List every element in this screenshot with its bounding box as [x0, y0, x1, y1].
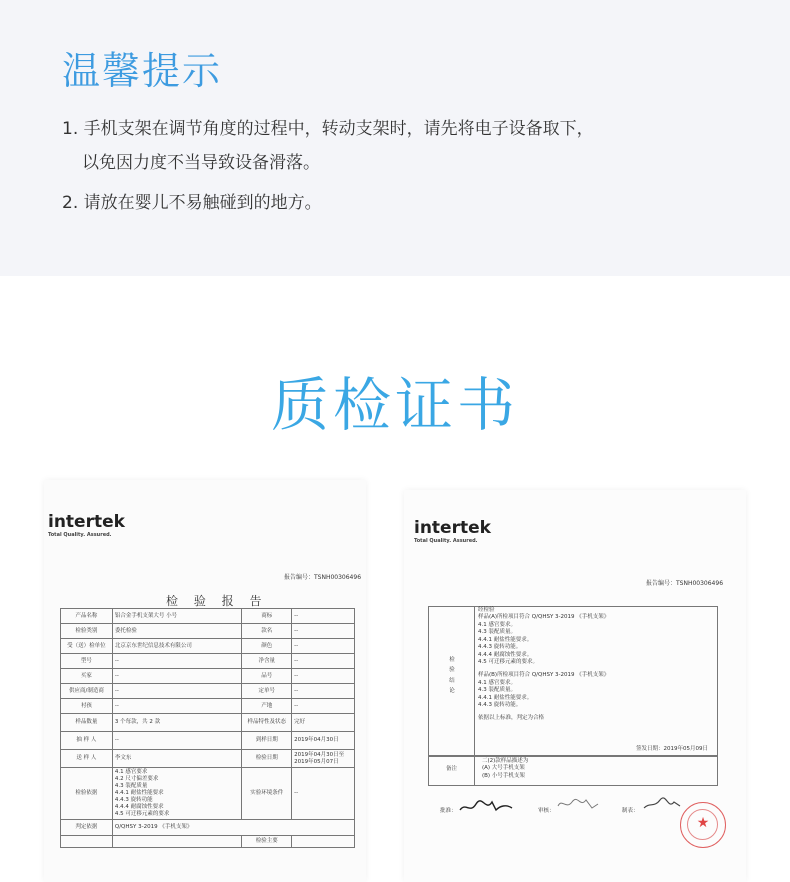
table-row: [61, 684, 355, 699]
field-label: 买家: [61, 669, 113, 684]
last-label: 检验主要: [242, 836, 292, 848]
field-label: 定单号: [242, 684, 292, 699]
field-value: --: [292, 609, 355, 624]
field-value: --: [112, 732, 242, 750]
report-table: [60, 608, 355, 848]
field-value: 委托检验: [112, 624, 242, 639]
table-row: [61, 609, 355, 624]
field-value: 2019年04月30日至 2019年05月07日: [292, 750, 355, 768]
table-row: [61, 624, 355, 639]
tips-section: [0, 0, 790, 276]
field-label: 样品数量: [61, 714, 113, 732]
field-label: 衬孩: [61, 699, 113, 714]
field-label: 款名: [242, 624, 292, 639]
qc-title: 质检证书: [270, 371, 519, 439]
field-value: --: [292, 624, 355, 639]
table-row: [61, 732, 355, 750]
field-value: --: [112, 684, 242, 699]
field-label: 受（送）检单位: [61, 639, 113, 654]
judge-value: Q/QHSY 3-2019 《手机支架》: [112, 820, 354, 836]
env-value: --: [292, 768, 355, 820]
remark-label: 备注: [446, 766, 458, 772]
intertek-logo: intertek: [48, 512, 125, 532]
field-label: 抽 样 人: [61, 732, 113, 750]
certificate-right: [404, 490, 746, 882]
intertek-logo-subtitle: Total Quality. Assured.: [48, 532, 112, 538]
review-label: 审核：: [538, 808, 555, 814]
table-row: [61, 654, 355, 669]
field-label: 产品名称: [61, 609, 113, 624]
certificate-left: [44, 480, 366, 882]
field-value: --: [292, 684, 355, 699]
field-label: 样品特性及状态: [242, 714, 292, 732]
report-number: 报告编号：TSNH00306496: [646, 580, 724, 587]
official-seal-icon: ★: [680, 802, 726, 848]
field-label: 供应商/制造商: [61, 684, 113, 699]
field-label: 颜色: [242, 639, 292, 654]
approve-label: 批准：: [440, 808, 457, 814]
judge-label: 判定依据: [61, 820, 113, 836]
sign-date: 签发日期：2019年05月09日: [636, 746, 708, 752]
tips-line-2: 以免因力度不当导致设备滑落。: [82, 153, 320, 173]
field-value: 完好: [292, 714, 355, 732]
basis-label: 检验依据: [61, 768, 113, 820]
report-title: 检 验 报 告: [166, 594, 268, 608]
table-row: [61, 699, 355, 714]
conclusion-label: 检验结论: [449, 657, 455, 695]
basis-values: 4.1 感官要求 4.2 尺寸偏差要求 4.3 装配质量 4.4.1 耐盐性能要求 4.4.3 旋转功能 4.4.4 耐腐蚀性要求 4.5 可迁移元素的要求: [112, 768, 242, 820]
field-value: --: [112, 654, 242, 669]
field-value: --: [112, 669, 242, 684]
intertek-logo-subtitle: Total Quality. Assured.: [414, 538, 478, 544]
field-value: --: [292, 639, 355, 654]
report-number: 报告编号：TSNH00306496: [284, 574, 362, 581]
field-label: 产地: [242, 699, 292, 714]
field-label: 商标: [242, 609, 292, 624]
table-row: [61, 750, 355, 768]
field-value: --: [112, 699, 242, 714]
field-label: 送 样 人: [61, 750, 113, 768]
remark-box: [428, 756, 718, 786]
env-label: 实验环境条件: [242, 768, 292, 820]
field-value: --: [292, 669, 355, 684]
field-label: 净含量: [242, 654, 292, 669]
table-row: [61, 714, 355, 732]
remark-text: 二(2)款样品描述为 (A) 大号手机支架 (B) 小号手机支架: [482, 758, 529, 779]
table-row: [61, 639, 355, 654]
approve-signature-icon: [456, 796, 516, 818]
field-value: 铝合金手机支架大号 小号: [112, 609, 242, 624]
field-value: --: [292, 654, 355, 669]
field-value: 2019年04月30日: [292, 732, 355, 750]
intertek-logo: intertek: [414, 518, 491, 538]
table-row: [61, 669, 355, 684]
field-label: 型号: [61, 654, 113, 669]
make-signature-icon: [640, 794, 684, 816]
field-value: --: [292, 699, 355, 714]
field-value: 北京京东世纪信息技术有限公司: [112, 639, 242, 654]
field-label: 检验类别: [61, 624, 113, 639]
field-label: 品号: [242, 669, 292, 684]
tips-line-3: 2. 请放在婴儿不易触碰到的地方。: [62, 193, 322, 213]
tips-title: 温馨提示: [62, 49, 223, 93]
tips-line-1: 1. 手机支架在调节角度的过程中，转动支架时，请先将电子设备取下，: [62, 119, 594, 139]
field-label: 到样日期: [242, 732, 292, 750]
make-label: 制表：: [622, 808, 639, 814]
conclusion-text: 经检验 样品(A)所检项目符合 Q/QHSY 3-2019 《手机支架》 4.1 感官要求。 4.3 装配质量。 4.4.1 耐盐性能要求。 4.4.3 旋转功能。 4.4.4 耐腐蚀性要求。 4.5 可迁移元素的要求。 样品(B)所检项目符合 Q/QHSY 3-2019 《手机支架》 4.1 感官要求。 4.3 装配质量。 4.4.1 耐盐性能要求。 4.4.3 旋转功能。 依据以上标准，判定为合格: [478, 607, 610, 722]
review-signature-icon: [554, 794, 602, 816]
field-value: 李文东: [112, 750, 242, 768]
field-value: 3 个每款，共 2 款: [112, 714, 242, 732]
field-label: 检验日期: [242, 750, 292, 768]
